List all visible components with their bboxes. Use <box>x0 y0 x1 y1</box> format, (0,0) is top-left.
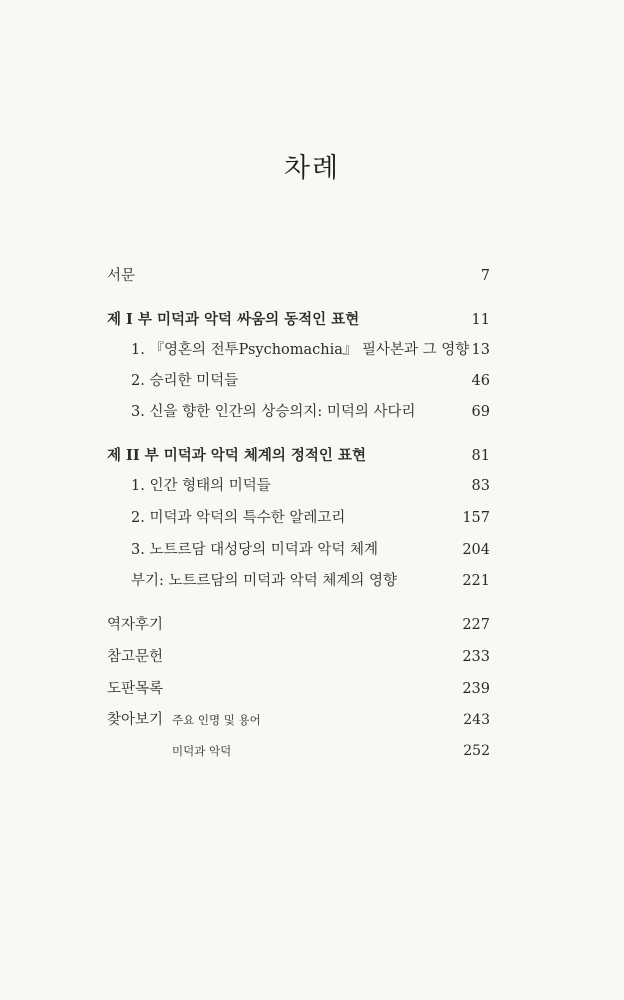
toc-entry-page: 81 <box>471 448 490 464</box>
toc-entry-label: 참고문헌 <box>107 649 164 665</box>
toc-entry-part-2 <box>0 443 624 469</box>
toc-entry-part-1-ch-2 <box>0 368 624 394</box>
toc-entry-page: 227 <box>462 617 490 633</box>
toc-entry-part-2-ch-3 <box>0 537 624 563</box>
toc-entry-label: 3. 신을 향한 인간의 상승의지: 미덕의 사다리 <box>131 404 416 420</box>
toc-entry-index <box>0 707 624 733</box>
toc-entry-part-1-ch-3 <box>0 399 624 425</box>
toc-entry-preface <box>0 263 624 289</box>
toc-entry-part-1-ch-1 <box>0 337 624 363</box>
toc-entry-label: 서문 <box>107 268 136 284</box>
toc-entry-page: 243 <box>463 712 490 728</box>
toc-entry-label: 제 II 부 미덕과 악덕 체계의 정적인 표현 <box>107 447 367 464</box>
toc-entry-page: 13 <box>471 342 490 358</box>
toc-entry-label: 1. 인간 형태의 미덕들 <box>131 478 271 494</box>
toc-entry-sublabel: 주요 인명 및 용어 <box>172 713 261 727</box>
toc-entry-page: 204 <box>462 542 490 558</box>
toc-entry-page: 233 <box>462 649 490 665</box>
toc-entry-label: 부기: 노트르담의 미덕과 악덕 체계의 영향 <box>131 573 398 589</box>
toc-entry-sublabel: 미덕과 악덕 <box>172 744 232 758</box>
toc-entry-page: 221 <box>462 573 490 589</box>
toc-entry-page: 11 <box>471 312 490 328</box>
toc-entry-page: 46 <box>471 373 490 389</box>
toc-entry-bibliography <box>0 644 624 670</box>
toc-entry-label: 찾아보기 <box>107 712 164 728</box>
toc-entry-part-2-appendix <box>0 568 624 594</box>
toc-entry-page: 69 <box>471 404 490 420</box>
page-title: 차례 <box>283 153 341 184</box>
toc-entry-label: 역자후기 <box>107 617 164 633</box>
toc-entry-page: 83 <box>471 478 490 494</box>
toc-entry-page: 7 <box>480 268 490 284</box>
toc-entry-label: 도판목록 <box>107 681 164 697</box>
toc-entry-translator-afterword <box>0 612 624 638</box>
toc-entry-page: 252 <box>463 743 490 759</box>
toc-entry-index-virtues <box>0 738 624 764</box>
toc-entry-part-1 <box>0 307 624 333</box>
toc-entry-part-2-ch-2 <box>0 505 624 531</box>
toc-entry-label: 2. 승리한 미덕들 <box>131 373 239 389</box>
toc-entry-label: 1. 『영혼의 전투Psychomachia』 필사본과 그 영향 <box>131 342 470 358</box>
toc-entry-label: 2. 미덕과 악덕의 특수한 알레고리 <box>131 510 346 526</box>
toc-entry-label: 제 I 부 미덕과 악덕 싸움의 동적인 표현 <box>107 311 360 328</box>
toc-entry-page: 157 <box>462 510 490 526</box>
toc-entry-part-2-ch-1 <box>0 473 624 499</box>
toc-entry-page: 239 <box>462 681 490 697</box>
toc-entry-list-of-plates <box>0 676 624 702</box>
toc-entry-label: 3. 노트르담 대성당의 미덕과 악덕 체계 <box>131 542 378 558</box>
